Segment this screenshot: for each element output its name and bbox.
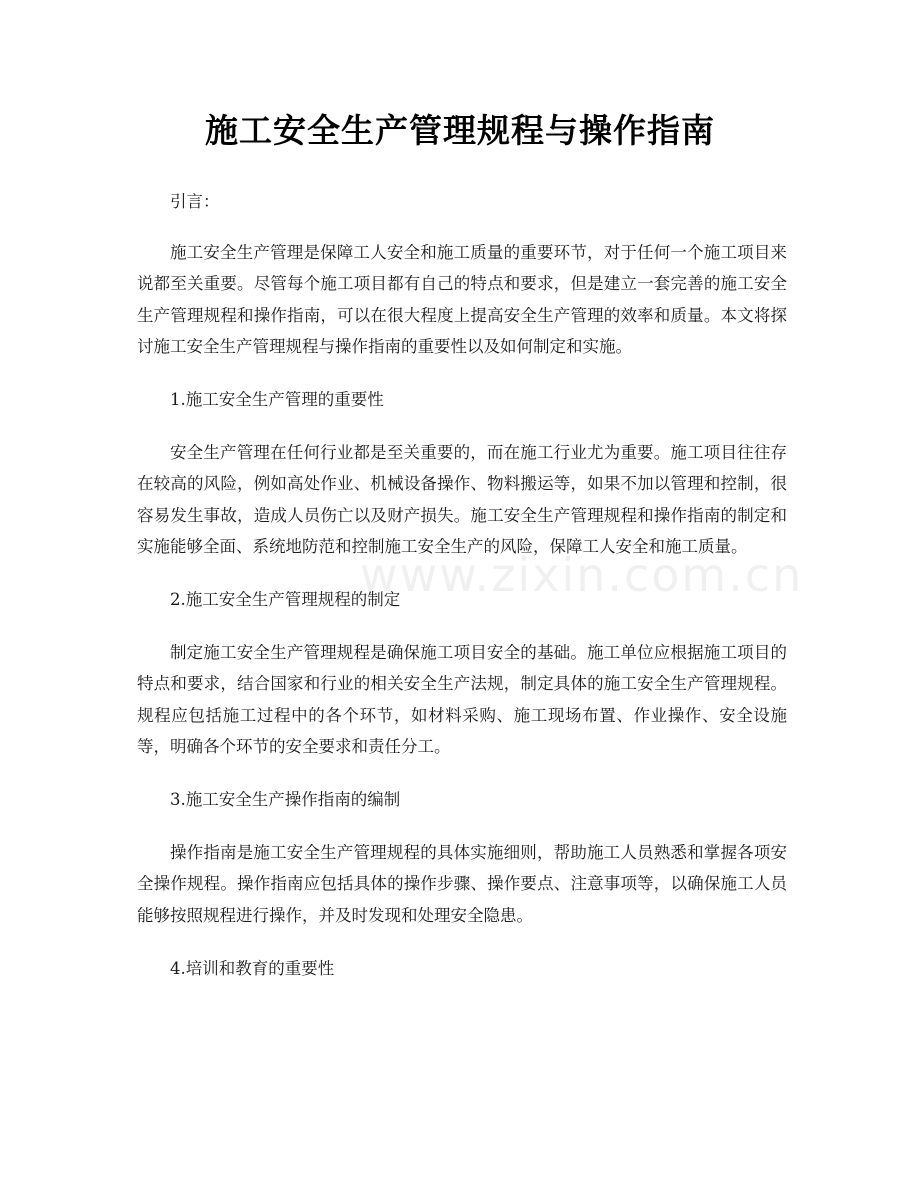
section-heading: 2.施工安全生产管理规程的制定 xyxy=(170,590,401,610)
watermark: www.zixin.com.cn xyxy=(360,548,804,602)
document-body xyxy=(137,186,787,1006)
intro-label: 引言： xyxy=(170,192,220,211)
section-heading: 4.培训和教育的重要性 xyxy=(170,958,335,978)
section-paragraph: 安全生产管理在任何行业都是至关重要的，而在施工行业尤为重要。施工项目往往存在较高的风险，例如高处作业、机械设备操作、物料搬运等，如果不加以管理和控制，很容易发生事故，造成人员伤亡以及财产损失。施工安全生产管理规程和操作指南的制定和实施能够全面、系统地防范和控制施工安全生产的风险，保障工人安全和施工质量。 xyxy=(137,443,787,556)
document-title: 施工安全生产管理规程与操作指南 xyxy=(205,111,715,150)
intro-paragraph: 施工安全生产管理是保障工人安全和施工质量的重要环节，对于任何一个施工项目来说都至关重要。尽管每个施工项目都有自己的特点和要求，但是建立一套完善的施工安全生产管理规程和操作指南，可以在很大程度上提高安全生产管理的效率和质量。本文将探讨施工安全生产管理规程与操作指南的重要性以及如何制定和实施。 xyxy=(137,243,787,356)
section-heading: 3.施工安全生产操作指南的编制 xyxy=(170,790,401,810)
section-paragraph: 制定施工安全生产管理规程是确保施工项目安全的基础。施工单位应根据施工项目的特点和要求，结合国家和行业的相关安全生产法规，制定具体的施工安全生产管理规程。规程应包括施工过程中的各个环节，如材料采购、施工现场布置、作业操作、安全设施等，明确各个环节的安全要求和责任分工。 xyxy=(137,643,787,756)
section-heading: 1.施工安全生产管理的重要性 xyxy=(170,390,384,410)
section-paragraph: 操作指南是施工安全生产管理规程的具体实施细则，帮助施工人员熟悉和掌握各项安全操作规程。操作指南应包括具体的操作步骤、操作要点、注意事项等，以确保施工人员能够按照规程进行操作，并及时发现和处理安全隐患。 xyxy=(137,843,787,925)
